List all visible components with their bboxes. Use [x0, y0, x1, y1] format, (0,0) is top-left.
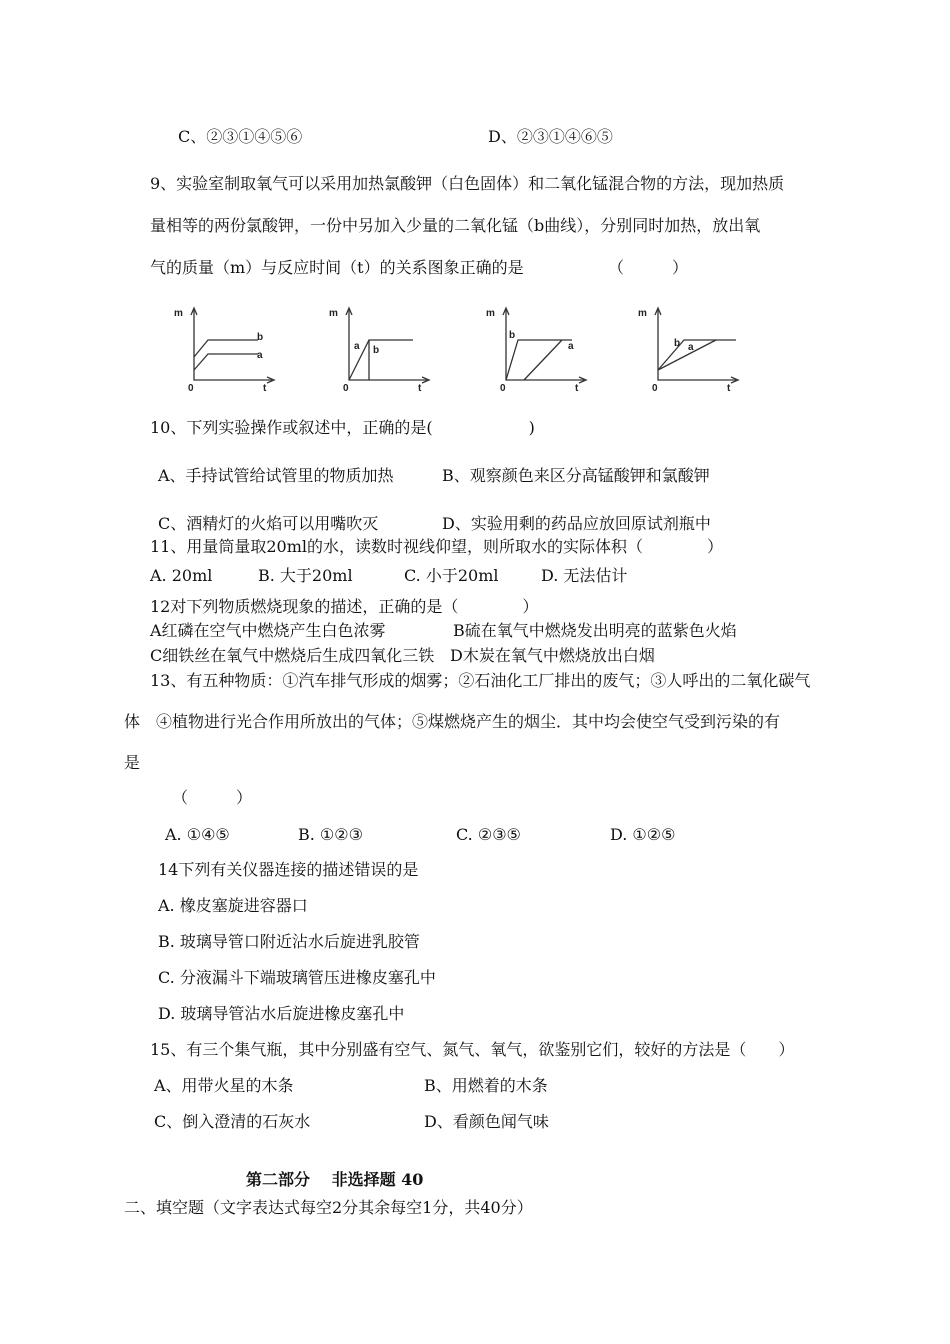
origin-label: 0: [343, 383, 349, 394]
q9-graph-d: [636, 302, 756, 392]
curve-b: [506, 340, 572, 380]
q9-stem-line2: 量相等的两份氯酸钾，一份中另加入少量的二氧化锰（b曲线），分别同时加热，放出氧: [150, 216, 761, 235]
q13-option-c: C. ②③⑤: [456, 825, 521, 844]
q9-answer-paren: （ ）: [608, 258, 689, 277]
q10-option-c: C、酒精灯的火焰可以用嘴吹灭: [158, 514, 379, 533]
q10-stem: 10、下列实验操作或叙述中，正确的是( ): [150, 418, 535, 437]
q8-option-c: C、②③①④⑤⑥: [178, 127, 303, 146]
axes: [194, 310, 272, 380]
curve-b: [658, 340, 736, 370]
q11-option-b: B. 大于20ml: [258, 566, 353, 585]
axis-label-y: m: [638, 308, 647, 319]
axis-label-y: m: [174, 308, 183, 319]
q12-option-d: D木炭在氧气中燃烧放出白烟: [450, 646, 655, 665]
axes: [658, 310, 736, 380]
q13-stem-line3: 是: [124, 753, 141, 772]
q15-option-a: A、用带火星的木条: [154, 1076, 294, 1095]
part2-section-heading: 二、填空题（文字表达式每空2分其余每空1分，共40分）: [124, 1198, 533, 1217]
axes: [349, 310, 427, 380]
q11-option-c: C. 小于20ml: [404, 566, 499, 585]
q13-option-d: D. ①②⑤: [610, 825, 676, 844]
axis-label-x: t: [575, 383, 579, 394]
axis-label-x: t: [418, 383, 422, 394]
origin-label: 0: [188, 383, 194, 394]
q13-answer-paren: （ ）: [172, 788, 253, 807]
q9-stem-line3: 气的质量（m）与反应时间（t）的关系图象正确的是: [150, 258, 524, 277]
q10-option-b: B、观察颜色来区分高锰酸钾和氯酸钾: [442, 466, 710, 485]
axis-label-y: m: [486, 308, 495, 319]
curve-label-a: a: [688, 342, 694, 353]
q14-option-b: B. 玻璃导管口附近沾水后旋进乳胶管: [158, 932, 420, 951]
axis-label-x: t: [263, 383, 267, 394]
q10-option-d: D、实验用剩的药品应放回原试剂瓶中: [442, 514, 711, 533]
origin-label: 0: [652, 383, 658, 394]
q8-option-d: D、②③①④⑥⑤: [488, 127, 613, 146]
q15-option-c: C、倒入澄清的石灰水: [154, 1112, 311, 1131]
curve-label-b: b: [257, 332, 264, 343]
q15-stem: 15、有三个集气瓶，其中分别盛有空气、氮气、氧气，欲鉴别它们，较好的方法是（ ）: [150, 1040, 795, 1059]
curve-label-a: a: [568, 341, 574, 352]
curve-label-a: a: [354, 341, 360, 352]
q10-option-a: A、手持试管给试管里的物质加热: [158, 466, 394, 485]
axis-label-x: t: [727, 383, 731, 394]
curve-a: [524, 340, 562, 380]
q13-option-a: A. ①④⑤: [165, 825, 230, 844]
curve-a: [194, 354, 258, 370]
q12-option-b: B硫在氧气中燃烧发出明亮的蓝紫色火焰: [453, 621, 737, 640]
q9-graph-b: [325, 302, 445, 392]
part2-title: 第二部分 非选择题 40: [246, 1170, 424, 1189]
q14-option-c: C. 分液漏斗下端玻璃管压进橡皮塞孔中: [158, 968, 436, 987]
origin-label: 0: [500, 383, 506, 394]
axis-label-y: m: [329, 308, 338, 319]
q14-option-a: A. 橡皮塞旋进容器口: [158, 896, 308, 915]
curve-label-b: b: [509, 330, 516, 341]
curve-label-b: b: [674, 338, 681, 349]
q14-stem: 14下列有关仪器连接的描述错误的是: [158, 860, 419, 879]
q9-stem-line1: 9、实验室制取氧气可以采用加热氯酸钾（白色固体）和二氧化锰混合物的方法，现加热质: [150, 174, 785, 193]
q12-option-a: A红磷在空气中燃烧产生白色浓雾: [150, 621, 386, 640]
q11-stem: 11、用量筒量取20ml的水，读数时视线仰望，则所取水的实际体积（ ）: [150, 537, 724, 556]
q9-graph-a: [170, 302, 290, 392]
q12-option-c: C细铁丝在氧气中燃烧后生成四氧化三铁: [150, 646, 435, 665]
q13-stem-line1: 13、有五种物质：①汽车排气形成的烟雾；②石油化工厂排出的废气；③人呼出的二氧化碳气: [150, 671, 811, 690]
q13-stem-line2: 体 ④植物进行光合作用所放出的气体；⑤煤燃烧产生的烟尘．其中均会使空气受到污染的有: [124, 712, 781, 731]
curve-a: [658, 340, 716, 370]
curve-label-b: b: [373, 345, 380, 356]
curve-label-a: a: [257, 350, 263, 361]
q15-option-b: B、用燃着的木条: [424, 1076, 548, 1095]
q14-option-d: D. 玻璃导管沾水后旋进橡皮塞孔中: [158, 1004, 405, 1023]
q11-option-d: D. 无法估计: [541, 566, 628, 585]
q15-option-d: D、看颜色闻气味: [424, 1112, 549, 1131]
q12-stem: 12对下列物质燃烧现象的描述，正确的是（ ）: [150, 597, 539, 616]
q9-graph-c: [482, 302, 602, 392]
q13-option-b: B. ①②③: [298, 825, 363, 844]
q11-option-a: A. 20ml: [150, 566, 213, 585]
